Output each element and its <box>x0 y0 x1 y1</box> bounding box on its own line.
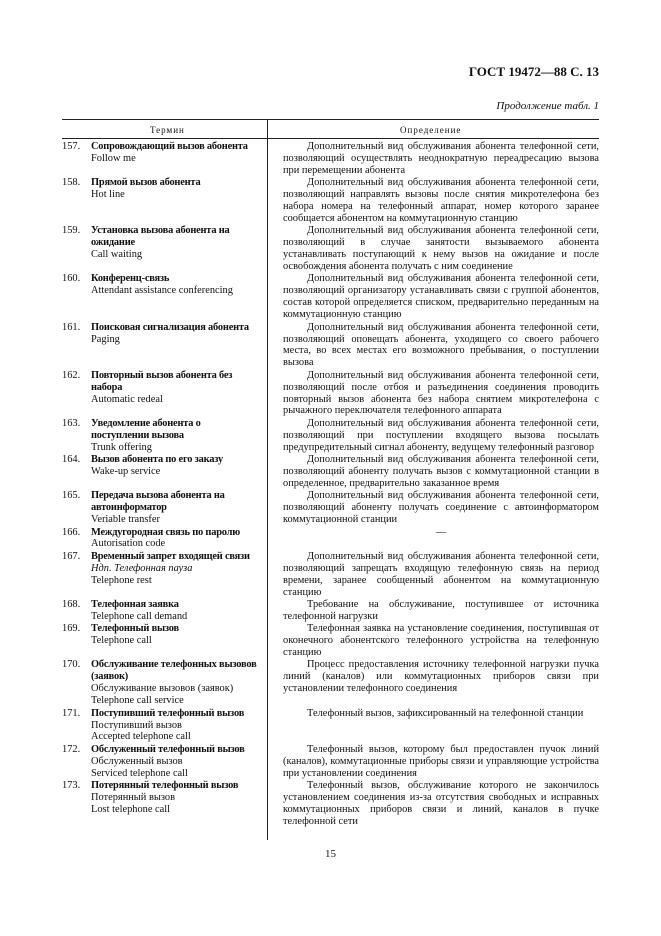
term-number: 157. <box>62 141 81 152</box>
term-synonym: Ндп. Телефонная пауза <box>91 562 193 574</box>
term-name: Обслуживание телефонных вызовов (заявок) <box>91 659 257 683</box>
term-cell <box>62 527 267 551</box>
term-cell <box>62 141 267 177</box>
term-number: 167. <box>62 550 81 562</box>
term-number: 173. <box>62 780 81 792</box>
table-row <box>62 370 599 418</box>
definition-text: Дополнительный вид обслуживания абонента телефонной сети, позволяющий абоненту получать соединение с автоинформатором коммутационной станции <box>283 490 599 526</box>
term-name: Повторный вызов абонента без набора <box>91 369 233 393</box>
term-english-equivalent: Telephone rest <box>91 574 152 586</box>
term-name: Временный запрет входящей связи <box>91 550 250 562</box>
term-synonym: Поступивший вызов <box>91 719 182 731</box>
term-english-equivalent: Lost telephone call <box>91 803 171 815</box>
table-top-rule <box>62 119 599 120</box>
term-name: Телефонный вызов <box>91 623 179 635</box>
term-number: 165. <box>62 490 81 502</box>
term-english-equivalent: Accepted telephone call <box>91 731 191 743</box>
term-cell <box>62 623 267 659</box>
term-cell <box>62 225 267 273</box>
term-number: 169. <box>62 623 81 635</box>
definition-text: Дополнительный вид обслуживания абонента телефонной сети, позволяющий осуществлять неоднократную переадресацию вызова при перемещении абонента <box>283 141 599 176</box>
term-cell <box>62 418 267 454</box>
term-cell <box>62 370 267 418</box>
term-number: 162. <box>62 369 81 381</box>
definition-cell <box>267 418 599 454</box>
term-number: 159. <box>62 225 81 237</box>
table-continuation-label: Продолжение табл. 1 <box>496 100 599 112</box>
term-cell <box>62 273 267 321</box>
term-cell <box>62 551 267 599</box>
definition-cell <box>267 273 599 321</box>
term-number: 161. <box>62 321 81 333</box>
definition-text: Дополнительный вид обслуживания абонента телефонной сети, позволяющий абоненту получать вызов с коммутационной станции в определенное, предварительно заказанное время <box>283 454 599 489</box>
term-cell <box>62 177 267 225</box>
term-cell <box>62 454 267 490</box>
table-row <box>62 527 599 551</box>
definition-text: Телефонная заявка на установление соединения, поступившая от оконечного абонентского телефонного устройства на телефонную станцию <box>283 623 599 659</box>
term-english-equivalent: Wake-up service <box>91 465 161 477</box>
term-number: 164. <box>62 454 81 466</box>
term-number: 171. <box>62 707 81 719</box>
term-name: Сопровождающий вызов абонента <box>91 141 248 152</box>
definition-text: Дополнительный вид обслуживания абонента телефонной сети, позволяющий после отбоя и разъединения соединения проводить повторный вызов абонента без набора снятием микротелефона с рычажного переключателя телефонного аппарата <box>283 369 599 417</box>
term-cell <box>62 659 267 707</box>
table-row <box>62 659 599 707</box>
table-row <box>62 744 599 780</box>
term-name: Телефонная заявка <box>91 598 179 610</box>
term-name: Поступивший телефонный вызов <box>91 707 245 719</box>
table-row <box>62 322 599 370</box>
definition-text: Телефонный вызов, которому был предоставлен пучок линий (каналов), коммутационные приборы связи и управляющие устройства при установлении соединения <box>283 743 599 779</box>
definition-text: Дополнительный вид обслуживания абонента телефонной сети, позволяющий при поступлении входящего вызова посылать предупредительный сигнал абоненту, ведущему телефонный разговор <box>283 417 599 453</box>
term-english-equivalent: Call waiting <box>91 249 143 261</box>
table-row <box>62 273 599 321</box>
definition-text: Дополнительный вид обслуживания абонента телефонной сети, позволяющий в случае занятости вызываемого абонента устанавливать поступающий к нему вызов на ожидание и после освобождения абонента получать с ним соединение <box>283 225 599 273</box>
term-synonym: Обслуженный вызов <box>91 755 183 767</box>
table-row <box>62 177 599 225</box>
column-header-definition: Определение <box>400 125 462 135</box>
definition-cell <box>267 141 599 177</box>
term-english-equivalent: Autorisation code <box>91 538 166 550</box>
table-row <box>62 490 599 526</box>
definition-text: Требование на обслуживание, поступившее от источника телефонной нагрузки <box>283 598 599 622</box>
table-row <box>62 225 599 273</box>
term-name: Междугородная связь по паролю <box>91 526 240 538</box>
term-number: 160. <box>62 273 81 285</box>
definition-text: Телефонный вызов, обслуживание которого не закончилось установлением соединения из-за отсутствия свободных и исправных коммутационных приборов связи и линий, каналов в пучке телефонной сети <box>283 780 599 827</box>
term-english-equivalent: Attendant assistance conferencing <box>91 285 233 297</box>
definition-cell <box>267 708 599 744</box>
table-header-rule <box>62 138 599 139</box>
term-number: 163. <box>62 417 81 429</box>
term-name: Передача вызова абонента на автоинформатор <box>91 490 225 514</box>
table-row <box>62 454 599 490</box>
table-row <box>62 551 599 599</box>
document-header: ГОСТ 19472—88 С. 13 <box>468 64 599 79</box>
term-name: Уведомление абонента о поступлении вызова <box>91 417 201 441</box>
term-cell <box>62 599 267 623</box>
definition-text: Дополнительный вид обслуживания абонента телефонной сети, позволяющий запрещать входящую телефонную связь на период времени, заранее сообщенный абонентом на коммутационную станцию <box>283 550 599 598</box>
term-synonym: Потерянный вызов <box>91 791 175 803</box>
term-english-equivalent: Telephone call demand <box>91 610 188 622</box>
term-cell <box>62 322 267 370</box>
definition-cell <box>267 225 599 273</box>
table-row <box>62 623 599 659</box>
term-cell <box>62 780 267 828</box>
definition-cell <box>267 623 599 659</box>
page-number: 15 <box>325 848 336 860</box>
term-name: Прямой вызов абонента <box>91 177 201 189</box>
table-row <box>62 141 599 177</box>
term-cell <box>62 744 267 780</box>
definition-text: Дополнительный вид обслуживания абонента телефонной сети, позволяющий организатору устанавливать связи с группой абонентов, состав которой определяется списком, предварительно переданным на коммутационную станцию <box>283 273 599 321</box>
term-english-equivalent: Telephone call service <box>91 695 184 707</box>
definition-text: Дополнительный вид обслуживания абонента телефонной сети, позволяющий оповещать абонента, уходящего со своего рабочего места, во всех местах его возможного пребывания, о поступлении вызова <box>283 321 599 369</box>
table-row <box>62 418 599 454</box>
term-synonym: Обслуживание вызовов (заявок) <box>91 683 234 695</box>
term-name: Обслуженный телефонный вызов <box>91 743 245 755</box>
column-header-term: Термин <box>150 125 185 135</box>
term-english-equivalent: Follow me <box>91 152 136 164</box>
definition-cell <box>267 527 599 551</box>
definition-cell <box>267 490 599 526</box>
term-name: Поисковая сигнализация абонента <box>91 321 249 333</box>
definition-cell <box>267 780 599 828</box>
term-name: Вызов абонента по его заказу <box>91 454 223 466</box>
term-name: Конференц-связь <box>91 273 170 285</box>
term-number: 172. <box>62 743 81 755</box>
terms-table-body <box>62 141 599 828</box>
table-row <box>62 780 599 828</box>
term-english-equivalent: Serviced telephone call <box>91 767 188 779</box>
definition-text: Дополнительный вид обслуживания абонента телефонной сети, позволяющий направлять вызовы после снятия микротелефона без набора номера на телефонный аппарат, номер которого заранее сообщается абонентом на коммутационную станцию <box>283 177 599 224</box>
term-number: 168. <box>62 598 81 610</box>
definition-cell <box>267 370 599 418</box>
term-english-equivalent: Paging <box>91 333 120 345</box>
term-name: Потерянный телефонный вызов <box>91 780 239 792</box>
term-name: Установка вызова абонента на ожидание <box>91 225 230 249</box>
term-number: 166. <box>62 526 81 538</box>
definition-cell <box>267 177 599 225</box>
definition-cell <box>267 599 599 623</box>
term-english-equivalent: Hot line <box>91 189 125 201</box>
term-number: 158. <box>62 177 81 189</box>
definition-text: Телефонный вызов, зафиксированный на телефонной станции <box>307 707 584 719</box>
table-row <box>62 599 599 623</box>
term-number: 170. <box>62 659 81 671</box>
definition-cell <box>267 659 599 707</box>
term-english-equivalent: Trunk offering <box>91 441 152 453</box>
definition-cell <box>267 744 599 780</box>
term-english-equivalent: Veriable transfer <box>91 514 160 526</box>
term-english-equivalent: Telephone call <box>91 635 152 647</box>
table-row <box>62 708 599 744</box>
definition-text: — <box>435 526 447 538</box>
definition-text: Процесс предоставления источнику телефонной нагрузки пучка линий (каналов) или коммутационных приборов связи при установлении телефонного соединения <box>283 659 599 695</box>
term-cell <box>62 708 267 744</box>
term-english-equivalent: Automatic redeal <box>91 393 163 405</box>
term-cell <box>62 490 267 526</box>
definition-cell <box>267 322 599 370</box>
definition-cell <box>267 454 599 490</box>
definition-cell <box>267 551 599 599</box>
